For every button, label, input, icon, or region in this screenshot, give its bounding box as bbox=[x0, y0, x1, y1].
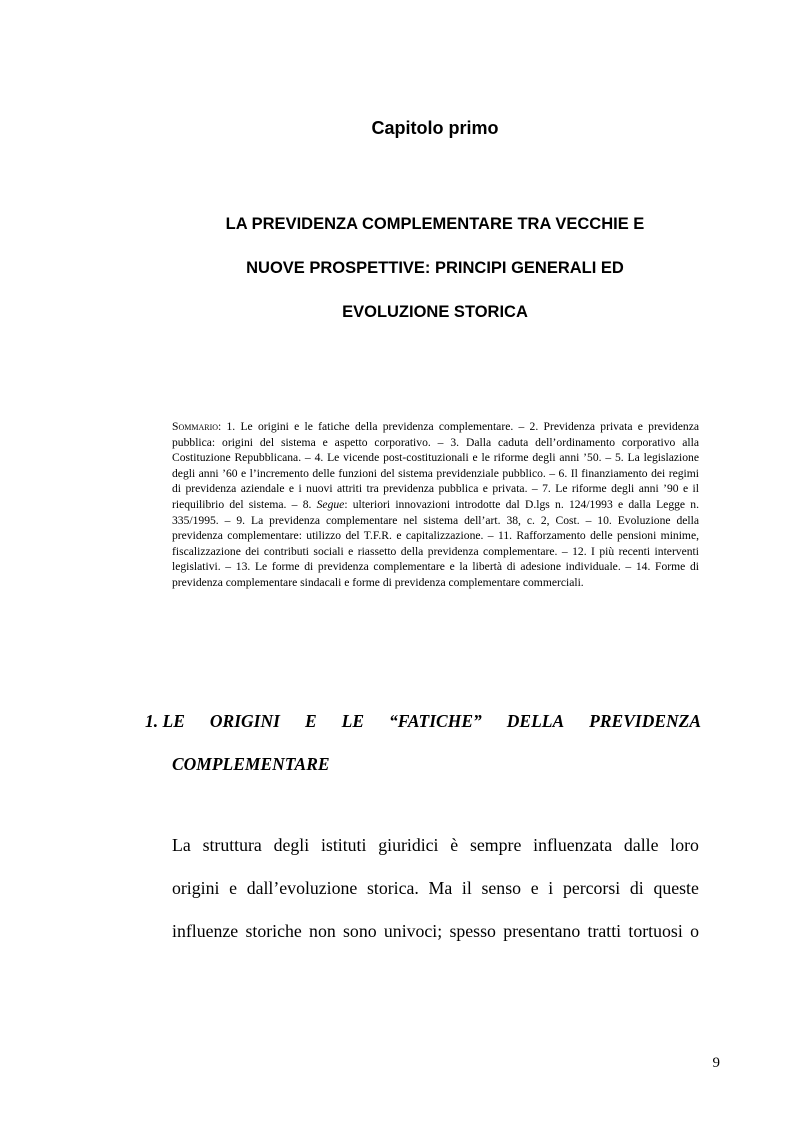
section-heading-line2: COMPLEMENTARE bbox=[172, 754, 330, 774]
body-word: il bbox=[461, 878, 472, 898]
heading-word: DELLA bbox=[506, 711, 565, 731]
section-heading-line1 bbox=[145, 700, 701, 743]
chapter-title-line: EVOLUZIONE STORICA bbox=[342, 303, 528, 321]
body-word: è bbox=[450, 835, 459, 855]
body-word: di bbox=[629, 878, 644, 898]
body-word: origini bbox=[172, 878, 220, 898]
body-word: Ma bbox=[428, 878, 453, 898]
heading-word: ORIGINI bbox=[209, 711, 280, 731]
heading-word: “FATICHE” bbox=[389, 711, 482, 731]
chapter-title bbox=[170, 202, 700, 334]
body-line bbox=[172, 824, 699, 867]
body-word: non bbox=[309, 921, 336, 941]
body-word: struttura bbox=[202, 835, 262, 855]
heading-word: E bbox=[304, 711, 317, 731]
body-word: spesso bbox=[449, 921, 496, 941]
body-word: sono bbox=[343, 921, 377, 941]
body-word: storica. bbox=[367, 878, 419, 898]
summary-text-part2: : ulteriori innovazioni introdotte dal D.lgs n. 124/1993 e dalla Legge n. 335/1995. – 9. La previdenza complementare nel sistema dell’art. 38, c. 2, Cost. – 10. Evoluzione della previdenza complementare: utilizzo del T.F.R. e capitalizzazione. – 11. Rafforzamento delle pensioni minime, fiscalizzazione dei contributi sociali e riassetto della previdenza complementare. – 12. I più recenti interventi legislativi. – 13. Le forme di previdenza complementare e la libertà di adesione individuale. – 14. Forme di previdenza complementare sindacali e forme di previdenza complementare commerciali. bbox=[172, 497, 699, 589]
heading-word: LE bbox=[341, 711, 365, 731]
body-word: dall’evoluzione bbox=[246, 878, 358, 898]
heading-word: PREVIDENZA bbox=[589, 711, 701, 731]
heading-word: 1. LE bbox=[145, 711, 185, 731]
summary-text-part1: : 1. Le origini e le fatiche della previdenza complementare. – 2. Previdenza privata e previdenza pubblica: origini del sistema e aspetto corporativo. – 3. Dalla caduta dell’ordinamento corporativo alla Costituzione Repubblicana. – 4. Le vicende post-costituzionali e le riforme degli anni ’50. – 5. La legislazione degli anni ’60 e l’incremento delle funzioni del sistema previdenziale pubblico. – 6. Il finanziamento dei regimi di previdenza aziendale e i nuovi attriti tra previdenza pubblica e privata. – 7. Le riforme degli anni ’90 e il riequilibrio del sistema. – 8. bbox=[172, 420, 699, 511]
body-word: i bbox=[548, 878, 554, 898]
page-number: 9 bbox=[712, 1055, 720, 1071]
body-word: senso bbox=[481, 878, 522, 898]
body-word: influenze bbox=[172, 921, 239, 941]
body-word: percorsi bbox=[562, 878, 621, 898]
body-word: e bbox=[229, 878, 238, 898]
body-line bbox=[172, 867, 699, 910]
chapter-label: Capitolo primo bbox=[371, 118, 499, 138]
section-heading bbox=[145, 700, 701, 786]
body-word: degli bbox=[273, 835, 310, 855]
body-word: e bbox=[530, 878, 539, 898]
chapter-title-line: LA PREVIDENZA COMPLEMENTARE TRA VECCHIE E bbox=[225, 215, 645, 233]
body-word: queste bbox=[653, 878, 699, 898]
body-word: presentano bbox=[503, 921, 581, 941]
body-word: influenzata bbox=[533, 835, 613, 855]
body-word: o bbox=[690, 921, 699, 941]
body-word: univoci; bbox=[383, 921, 443, 941]
body-word: istituti bbox=[320, 835, 367, 855]
body-word: La bbox=[172, 835, 191, 855]
body-word: dalle bbox=[623, 835, 659, 855]
body-line bbox=[172, 910, 699, 953]
body-word: loro bbox=[670, 835, 699, 855]
summary-lead: Sommario bbox=[172, 420, 219, 433]
summary-segue: Segue bbox=[316, 497, 345, 511]
body-word: tortuosi bbox=[628, 921, 683, 941]
chapter-title-line: NUOVE PROSPETTIVE: PRINCIPI GENERALI ED bbox=[246, 259, 624, 277]
body-word: giuridici bbox=[378, 835, 439, 855]
chapter-summary bbox=[172, 419, 699, 591]
body-word: tratti bbox=[587, 921, 622, 941]
body-word: sempre bbox=[469, 835, 522, 855]
body-word: storiche bbox=[245, 921, 302, 941]
body-paragraph bbox=[172, 824, 699, 953]
